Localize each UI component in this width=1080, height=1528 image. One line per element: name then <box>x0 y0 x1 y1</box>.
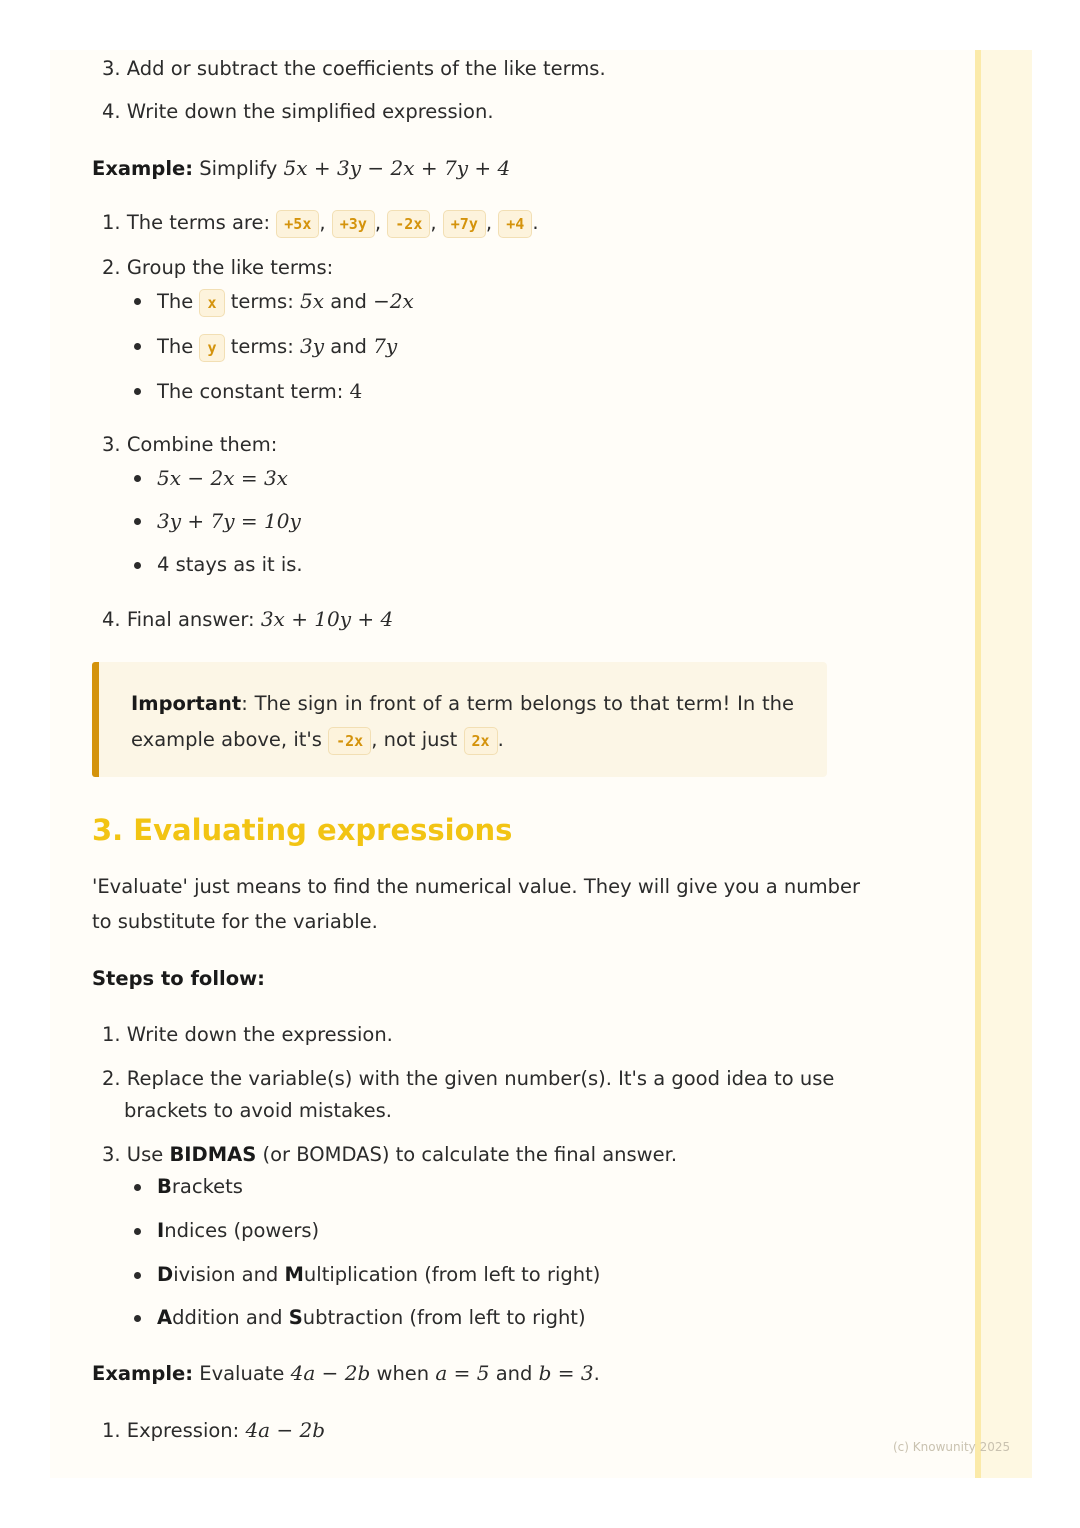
bullet-icon <box>134 388 141 395</box>
callout-body: . <box>497 728 504 751</box>
step-number: 3. <box>102 433 121 456</box>
bullet-item <box>157 287 414 317</box>
steps-heading <box>92 965 265 993</box>
bidmas-letter: M <box>284 1263 304 1286</box>
term-code: +5x <box>276 210 319 238</box>
list-item: 2. Replace the variable(s) with the given number(s). It's a good idea to use <box>102 1067 835 1090</box>
list-item: 3. Add or subtract the coefficients of the like terms. <box>102 57 606 80</box>
bullet-icon <box>134 518 141 525</box>
math-expression: 4a − 2b <box>245 1418 326 1442</box>
term-code: +7y <box>443 210 486 238</box>
list-item <box>102 1416 325 1445</box>
bullet-icon <box>134 475 141 482</box>
callout-label: Important <box>131 692 242 715</box>
math-term: 5x <box>299 289 324 313</box>
example-text: Simplify <box>199 157 278 180</box>
variable-code: y <box>199 334 224 362</box>
bullet-text: and <box>330 290 367 313</box>
right-margin-line <box>975 50 981 1478</box>
right-margin-band <box>975 50 1032 1478</box>
bullet-icon <box>134 1228 141 1235</box>
bullet-icon <box>134 298 141 305</box>
math-equation: 3y + 7y = 10y <box>157 509 301 533</box>
step-final <box>102 605 393 634</box>
example-line: Example: Evaluate 4a − 2b when a = 5 and b = 3. <box>92 1361 600 1385</box>
bidmas-letter: A <box>157 1306 173 1329</box>
example-text: Evaluate <box>199 1362 285 1385</box>
callout-body: , not just <box>371 728 458 751</box>
math-expression: 3x + 10y + 4 <box>260 607 394 631</box>
important-callout <box>92 662 827 777</box>
math-expression: 4a − 2b <box>290 1361 371 1385</box>
bullet-item: 4 stays as it is. <box>157 553 303 576</box>
bullet-item <box>157 377 362 406</box>
math-term: 3y <box>299 334 324 358</box>
list-item-continuation: brackets to avoid mistakes. <box>124 1099 392 1122</box>
bidmas-text: rackets <box>171 1175 243 1198</box>
example-text: and <box>495 1362 533 1385</box>
bidmas-item <box>157 1304 586 1332</box>
list-item: 1. Write down the expression. <box>102 1023 393 1046</box>
bullet-text: The constant term: <box>157 380 344 403</box>
step-text: Combine them: <box>126 433 278 456</box>
bidmas-term: BIDMAS <box>169 1143 257 1166</box>
bidmas-item <box>157 1261 600 1289</box>
bidmas-text: ubtraction (from left to right) <box>302 1306 586 1329</box>
step-text: 1. Expression: <box>102 1419 240 1442</box>
bullet-icon <box>134 1272 141 1279</box>
bullet-icon <box>134 562 141 569</box>
variable-code: x <box>199 289 224 317</box>
example-label: Example: <box>92 157 194 180</box>
bullet-text: terms: <box>230 290 294 313</box>
bidmas-letter: D <box>157 1263 174 1286</box>
callout-code: 2x <box>464 727 498 755</box>
step-terms: 1. The terms are: +5x , +3y , -2x , +7y , +4 . <box>102 209 539 238</box>
step-number: 2. <box>102 256 121 279</box>
math-term: 7y <box>373 334 398 358</box>
bidmas-item <box>157 1173 243 1201</box>
math-expression: b = 3 <box>538 1361 594 1385</box>
bullet-item <box>157 332 397 362</box>
bidmas-item <box>157 1217 319 1245</box>
bidmas-text: ndices (powers) <box>164 1219 320 1242</box>
bullet-text: and <box>330 335 367 358</box>
bullet-item <box>157 507 301 536</box>
list-item <box>102 1141 677 1169</box>
math-term: 4 <box>349 379 363 403</box>
callout-accent-bar <box>92 662 99 777</box>
step-number: 1. <box>102 211 121 234</box>
bidmas-text: ivision and <box>173 1263 285 1286</box>
bullet-icon <box>134 1184 141 1191</box>
term-code: +3y <box>332 210 375 238</box>
bullet-icon <box>134 1315 141 1322</box>
section-heading: 3. Evaluating expressions <box>92 813 513 847</box>
bidmas-text: ddition and <box>172 1306 289 1329</box>
callout-text <box>131 686 794 758</box>
steps-heading-text: Steps to follow: <box>92 967 265 990</box>
bullet-text: terms: <box>230 335 294 358</box>
bidmas-letter: B <box>157 1175 172 1198</box>
step-text: Final answer: <box>126 608 255 631</box>
step-text: (or BOMDAS) to calculate the final answer. <box>262 1143 678 1166</box>
bidmas-text: ultiplication (from left to right) <box>303 1263 601 1286</box>
intro-line: 'Evaluate' just means to find the numerical value. They will give you a number <box>92 875 861 898</box>
example-label: Example: <box>92 1362 194 1385</box>
term-code: -2x <box>387 210 430 238</box>
example-line <box>92 154 510 183</box>
bidmas-letter: S <box>288 1306 303 1329</box>
bullet-icon <box>134 343 141 350</box>
callout-body: : The sign in front of a term belongs to that term! In the example above, it's <box>131 692 794 751</box>
math-term: −2x <box>373 289 414 313</box>
step-number: 4. <box>102 608 121 631</box>
term-code: +4 <box>498 210 532 238</box>
bullet-item <box>157 464 288 493</box>
math-expression: a = 5 <box>435 1361 490 1385</box>
intro-line: to substitute for the variable. <box>92 910 378 933</box>
step-text: The terms are: <box>126 211 271 234</box>
bullet-text: The <box>157 335 194 358</box>
copyright-footer: (c) Knowunity 2025 <box>893 1440 1011 1454</box>
bidmas-letter: I <box>157 1219 165 1242</box>
step-combine <box>102 431 277 459</box>
example-text: when <box>376 1362 430 1385</box>
callout-code: -2x <box>328 727 371 755</box>
math-equation: 5x − 2x = 3x <box>157 466 288 490</box>
bullet-text: The <box>157 290 194 313</box>
step-text: Group the like terms: <box>126 256 334 279</box>
example-expression: 5x + 3y − 2x + 7y + 4 <box>283 156 511 180</box>
step-group <box>102 254 333 282</box>
step-text: 3. Use <box>102 1143 164 1166</box>
list-item: 4. Write down the simplified expression. <box>102 100 494 123</box>
